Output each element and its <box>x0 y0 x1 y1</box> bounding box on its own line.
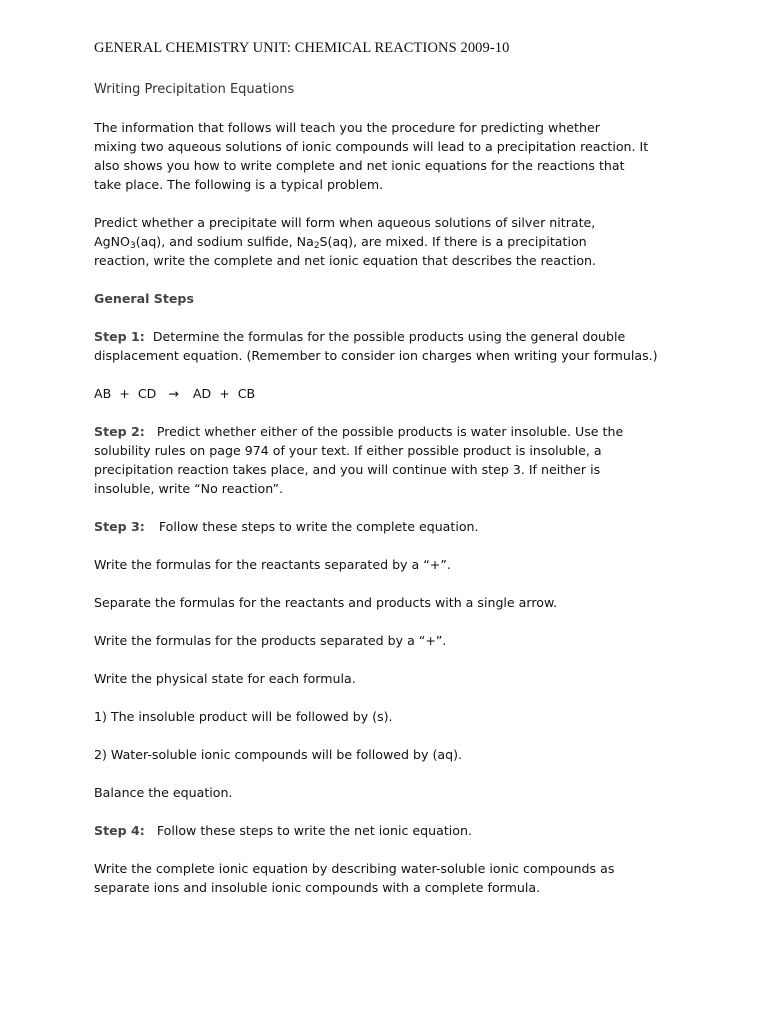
intro-line: take place. The following is a typical problem. <box>94 177 384 192</box>
problem-paragraph <box>94 213 684 270</box>
step-4-label: Step 4: <box>94 823 145 838</box>
equation-right: AD + CB <box>192 386 256 401</box>
step-3-label: Step 3: <box>94 519 145 534</box>
document-page <box>94 38 684 897</box>
step-3-item: Write the formulas for the products separated by a “+”. <box>94 633 447 648</box>
step-1-text: Determine the formulas for the possible products using the general double <box>152 329 626 344</box>
step-4-text: Follow these steps to write the net ionic equation. <box>156 823 472 838</box>
step-3-text: Follow these steps to write the complete equation. <box>158 519 479 534</box>
step-1-label: Step 1: <box>94 329 145 344</box>
step-3 <box>94 517 684 536</box>
step-4-line: separate ions and insoluble ionic compounds with a complete formula. <box>94 880 541 895</box>
step-3-item: Separate the formulas for the reactants and products with a single arrow. <box>94 595 558 610</box>
step-2-text: solubility rules on page 974 of your text. If either possible product is insoluble, a <box>94 443 602 458</box>
step-2-text: precipitation reaction takes place, and you will continue with step 3. If neither is <box>94 462 601 477</box>
step-2-label: Step 2: <box>94 424 145 439</box>
step-4-paragraph <box>94 859 684 897</box>
step-3-item: Write the formulas for the reactants separated by a “+”. <box>94 557 451 572</box>
step-1 <box>94 327 684 365</box>
problem-line: reaction, write the complete and net ionic equation that describes the reaction. <box>94 253 597 268</box>
step-3-item: Write the physical state for each formula. <box>94 671 356 686</box>
step-2-text: Predict whether either of the possible products is water insoluble. Use the <box>156 424 624 439</box>
problem-line-formulas: AgNO$_3$(aq), and sodium sulfide, $Na_2S(aq)$, are mixed. If there is a precipitation <box>94 234 587 251</box>
step-3-item: 1) The insoluble product will be followed by (s). <box>94 709 393 724</box>
intro-line: mixing two aqueous solutions of ionic compounds will lead to a precipitation reaction. It <box>94 139 649 154</box>
step-3-item: Balance the equation. <box>94 785 233 800</box>
document-header: GENERAL CHEMISTRY UNIT: CHEMICAL REACTIONS 2009-10 <box>94 40 510 56</box>
document-subtitle: Writing Precipitation Equations <box>94 82 295 97</box>
intro-paragraph <box>94 118 684 194</box>
equation-left: AB + CD <box>94 386 157 401</box>
double-displacement-equation <box>94 384 684 403</box>
general-steps-heading: General Steps <box>94 291 194 306</box>
step-1-text: displacement equation. (Remember to consider ion charges when writing your formulas.) <box>94 348 658 363</box>
step-3-item: 2) Water-soluble ionic compounds will be followed by (aq). <box>94 747 463 762</box>
step-2 <box>94 422 684 498</box>
intro-line: The information that follows will teach you the procedure for predicting whether <box>94 120 600 135</box>
step-2-text: insoluble, write “No reaction”. <box>94 481 284 496</box>
arrow-icon: → <box>168 386 179 401</box>
problem-line: Predict whether a precipitate will form when aqueous solutions of silver nitrate, <box>94 215 596 230</box>
intro-line: also shows you how to write complete and net ionic equations for the reactions that <box>94 158 625 173</box>
step-4-line: Write the complete ionic equation by describing water-soluble ionic compounds as <box>94 861 615 876</box>
step-4 <box>94 821 684 840</box>
